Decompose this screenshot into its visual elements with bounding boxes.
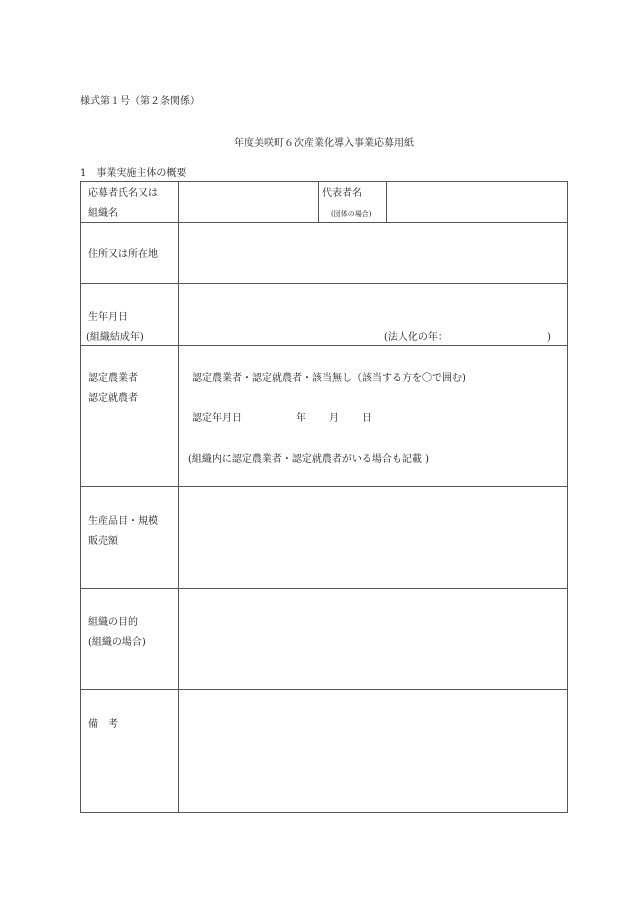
- purpose-field[interactable]: [179, 588, 567, 687]
- date-year-label: 年: [296, 413, 306, 424]
- representative-name-field[interactable]: [387, 182, 567, 220]
- products-label-line1: 生産品目・規模: [88, 516, 158, 527]
- products-label-line2: 販売額: [88, 536, 118, 547]
- birth-date-field[interactable]: [179, 284, 567, 344]
- remarks-label: 備 考: [88, 719, 118, 730]
- column-divider: [318, 182, 319, 222]
- applicant-name-field[interactable]: [179, 182, 315, 220]
- address-field[interactable]: [179, 223, 567, 282]
- row-divider: [81, 345, 567, 346]
- remarks-field[interactable]: [179, 690, 567, 811]
- certified-label-line1: 認定農業者: [88, 373, 138, 384]
- birth-label-line2: (組織結成年): [86, 332, 144, 343]
- page-title: 年度美咲町６次産業化導入事業応募用紙: [234, 138, 414, 149]
- birth-label-line1: 生年月日: [88, 312, 128, 323]
- certified-note: (組織内に認定農業者・認定就農者がいる場合も記載 ): [188, 454, 429, 465]
- representative-note: (団体の場合): [331, 210, 372, 218]
- incorporation-close: ): [547, 332, 551, 343]
- date-day-label: 日: [362, 413, 372, 424]
- incorporation-label: (法人化の年：: [384, 332, 448, 343]
- representative-label: 代表者名: [322, 188, 362, 199]
- applicant-label-line2: 組織名: [88, 208, 118, 219]
- certified-date-label: 認定年月日: [192, 413, 242, 424]
- form-number: 様式第１号（第２条関係）: [80, 96, 200, 107]
- certified-options[interactable]: 認定農業者・認定就農者・該当無し（該当する方を〇で囲む): [192, 373, 466, 384]
- purpose-label-line2: (組織の場合): [88, 637, 146, 648]
- purpose-label-line1: 組織の目的: [88, 617, 138, 628]
- applicant-label-line1: 応募者氏名又は: [88, 188, 158, 199]
- date-month-label: 月: [329, 413, 339, 424]
- section-title: 1 事業実施主体の概要: [80, 168, 187, 179]
- address-label: 住所又は所在地: [88, 249, 158, 260]
- certified-label-line2: 認定就農者: [88, 393, 138, 404]
- products-field[interactable]: [179, 487, 567, 586]
